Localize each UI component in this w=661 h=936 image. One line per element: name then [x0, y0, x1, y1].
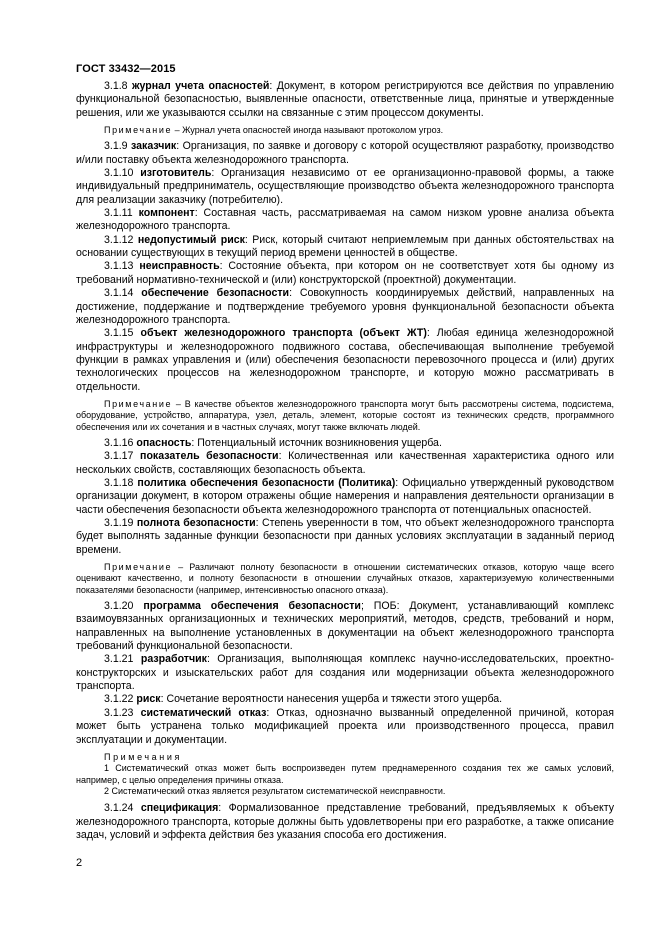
entry-3-1-8: 3.1.8 журнал учета опасностей: Документ, в котором регистрируются все действия по управлению функциональной безопасностью, выявленные опасности, ответственные лица, принятые и утвержденные решения, или же указываются ссылки на связанные с этим процессом документы. — [76, 80, 615, 119]
document-body — [76, 80, 614, 842]
note-safety-integrity: Примечание – Различают полноту безопасности в отношении систематических отказов, которую чаще всего оценивают качественно, и полноту безопасности в отношении случайных отказов, характеризуемую количественными показателями безопасности (например, интенсивностью опасного отказа). — [76, 562, 614, 595]
entry-3-1-15: 3.1.15 объект железнодорожного транспорта (объект ЖТ): Любая единица железнодорожной инфраструктуры и железнодорожного подвижного состава, обеспечивающая выполнение требуемой функции в рамках управления и (или) обеспечения безопасности перевозочного процесса и (или) других технологических процессов на железнодорожном транспорте, и которую можно рассматривать в отдельности. — [76, 327, 614, 393]
entry-3-1-21: 3.1.21 разработчик: Организация, выполняющая комплекс научно-исследовательских, проектно-конструкторских и изыскательских работ для создания или модернизации объекта железнодорожного транспорта. — [76, 653, 614, 693]
entry-3-1-11: 3.1.11 компонент: Составная часть, рассматриваемая на самом низком уровне анализа объекта железнодорожного транспорта. — [76, 207, 614, 233]
entry-3-1-22: 3.1.22 риск: Сочетание вероятности нанесения ущерба и тяжести этого ущерба. — [104, 693, 503, 706]
entry-3-1-12: 3.1.12 недопустимый риск: Риск, который считают неприемлемым при данных обстоятельствах на основании существующих в текущий период времени ценностей в обществе. — [76, 233, 615, 260]
note-railway-object: Примечание – В качестве объектов железнодорожного транспорта могут быть рассмотрены система, подсистема, оборудование, устройство, аппаратура, узел, деталь, элемент, которые состоят из технических средств, программного обеспечения или их сочетания и в частных случаях, могут также включать людей. — [76, 398, 614, 432]
entry-3-1-17: 3.1.17 показатель безопасности: Количественная или качественная характеристика одного или нескольких свойств, составляющих безопасность объекта. — [76, 450, 614, 476]
note-systematic-failure-1: 1 Систематический отказ может быть воспроизведен путем преднамеренного создания тех же самых условий, например, с целью определения причины отказа. — [76, 763, 614, 785]
note-systematic-failure-2: 2 Систематический отказ является результатом систематической неисправности. — [104, 785, 446, 796]
entry-3-1-13: 3.1.13 неисправность: Состояние объекта, при котором он не соответствует хотя бы одному из требований нормативно-технической и (или) конструкторской (проектной) документации. — [76, 260, 614, 286]
entry-3-1-16: 3.1.16 опасность: Потенциальный источник возникновения ущерба. — [104, 436, 442, 449]
entry-3-1-20: 3.1.20 программа обеспечения безопасности; ПОБ: Документ, устанавливающий комплекс взаимоувязанных организационных и технических мероприятий, методов, средств, требований и норм, направленных на выполнение установленных в документации на объект железнодорожного транспорта требований функциональной безопасности. — [76, 600, 614, 653]
entry-3-1-10: 3.1.10 изготовитель: Организация независимо от ее организационно-правовой формы, а также индивидуальный предприниматель, осуществляющие производство объекта железнодорожного транспорта для реализации заказчику (потребителю). — [76, 167, 614, 206]
document-header: ГОСТ 33432—2015 — [76, 63, 176, 75]
page-number: 2 — [76, 857, 83, 869]
note-hazard-log: Примечание – Журнал учета опасностей иногда называют протоколом угроз. — [104, 125, 444, 136]
entry-3-1-24: 3.1.24 спецификация: Формализованное представление требований, предъявляемых к объекту железнодорожного транспорта, которые должны быть удовлетворены при его разработке, а также описание задач, условий и эффекта действия без указания способа его достижения. — [76, 802, 614, 841]
entry-3-1-14: 3.1.14 обеспечение безопасности: Совокупность координируемых действий, направленных на достижение, поддержание и подтверждение требуемого уровня функциональной безопасности объекта железнодорожного транспорта. — [76, 287, 614, 326]
entry-3-1-18: 3.1.18 политика обеспечения безопасности (Политика): Официально утвержденный руководством организации документ, в котором отражены общие намерения и направления деятельности организации в части обеспечения безопасности объекта железнодорожного транспорта от потенциальных опасностей. — [76, 476, 614, 516]
notes-heading: Примечания — [104, 751, 182, 762]
entry-3-1-9: 3.1.9 заказчик: Организация, по заявке и договору с которой осуществляют разработку, производство и/или поставку объекта железнодорожного транспорта. — [76, 140, 614, 166]
entry-3-1-23: 3.1.23 систематический отказ: Отказ, однозначно вызванный определенной причиной, которая может быть устранена только модификацией проекта или производственного процесса, правил эксплуатации и документации. — [76, 706, 615, 746]
entry-3-1-19: 3.1.19 полнота безопасности: Степень уверенности в том, что объект железнодорожного транспорта будет выполнять заданные функции безопасности при данных условиях эксплуатации в заданный период времени. — [76, 517, 614, 556]
